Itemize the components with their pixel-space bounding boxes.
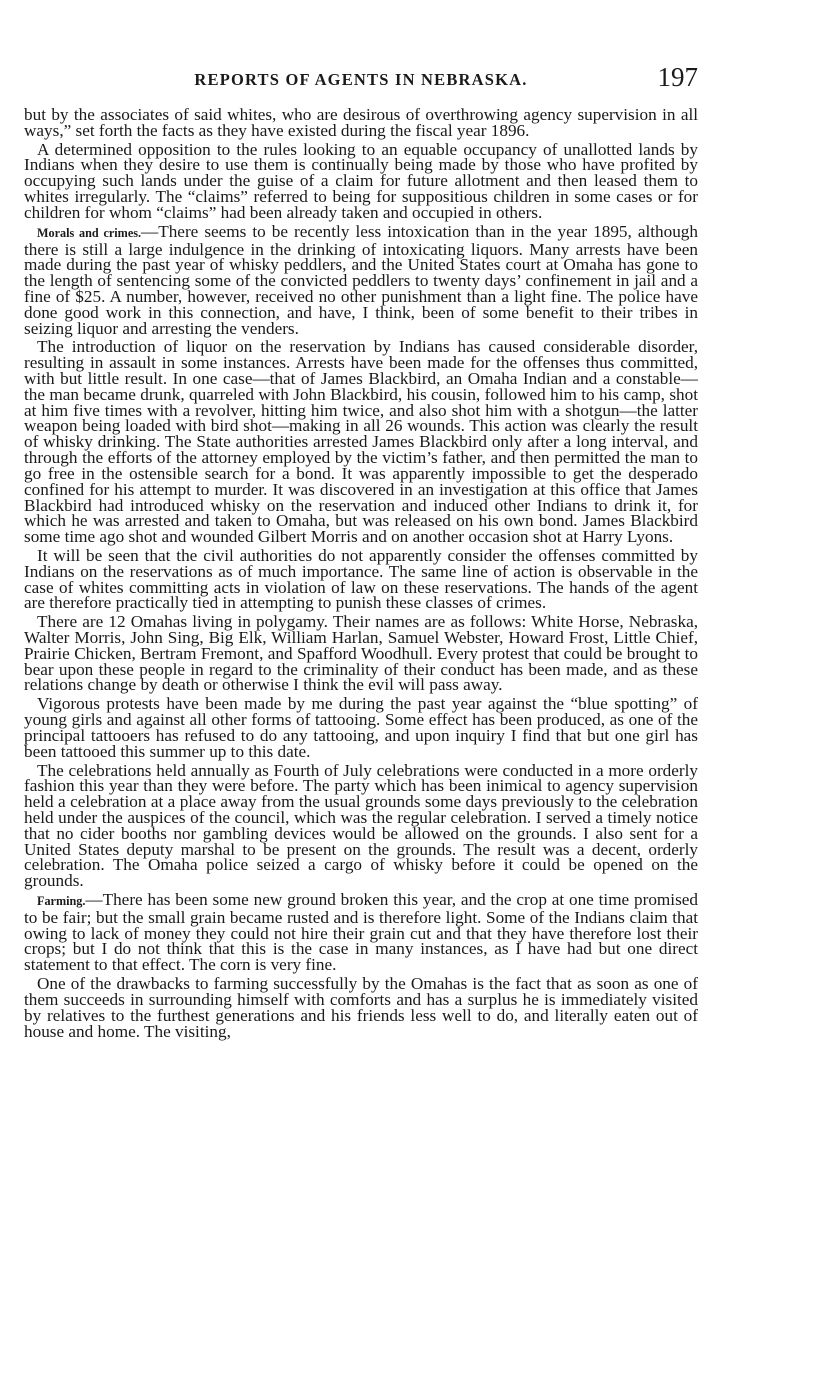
running-title: REPORTS OF AGENTS IN NEBRASKA. [194,70,528,89]
paragraph-morals-and-crimes: Morals and crimes.—There seems to be recently less intoxication than in the year 1895, although there is still a large indulgence in the drinking of intoxicating liquors. Many arrests have been made during the past year of whisky peddlers, and the United States court at Omaha has gone to the length of sentencing some of the convicted peddlers to twenty days’ confinement in jail and a fine of $25. A number, however, received no other punishment than a light fine. The police have done good work in this connection, and have, I think, been of some benefit to their tribes in seizing liquor and arresting the venders. [24,221,698,338]
paragraph-liquor-introduction: The introduction of liquor on the reservation by Indians has caused considerable disorder, resulting in assault in some instances. Arrests have been made for the offenses thus committed, with but little result. In one case—that of James Blackbird, an Omaha Indian and a constable—the man became drunk, quarreled with John Blackbird, his cousin, followed him to his camp, shot at him five times with a revolver, hitting him twice, and also shot him with a shotgun—the latter weapon being loaded with bird shot—making in all 26 wounds. This action was clearly the result of whisky drinking. The State authorities arrested James Blackbird only after a long interval, and through the efforts of the attorney employed by the victim’s father, and then permitted the man to go free in the ostensible search for a bond. It was apparently impossible to get the desperado confined for his attempt to murder. It was discovered in an investigation at this office that James Blackbird had introduced whisky on the reservation and induced other Indians to drink it, for which he was arrested and taken to Omaha, but was released on his own bond. James Blackbird some time ago shot and wounded Gilbert Morris and on another occasion shot at Harry Lyons. [24,337,698,547]
page-header [24,62,698,96]
paragraph-civil-authorities: It will be seen that the civil authorities do not apparently consider the offenses committed by Indians on the reservations as of much importance. The same line of action is observable in the case of whites committing acts in violation of law on these reservations. The hands of the agent are therefore practically tied in attempting to punish these classes of crimes. [24,545,698,613]
paragraph-farming: Farming.—There has been some new ground broken this year, and the crop at one time promised to be fair; but the small grain became rusted and is therefore light. Some of the Indians claim that owing to lack of money they could not hire their grain cut and that they have therefore lost their crops; but I do not think that this is the case in many instances, as I have had but one direct statement to that effect. The corn is very fine. [24,890,698,975]
paragraph-celebrations: The celebrations held annually as Fourth of July celebrations were conducted in a more orderly fashion this year than they were before. The party which has been inimical to agency supervision held a celebration at a place away from the usual grounds some days previously to the celebration held under the auspices of the council, which was the regular celebration. I served a timely notice that no cider booths nor gambling devices would be allowed on the grounds. I also sent for a United States deputy marshal to be present on the grounds. The result was a decent, orderly celebration. The Omaha police seized a cargo of whisky before it could be opened on the grounds. [24,760,698,891]
paragraph-unallotted-lands: A determined opposition to the rules looking to an equable occupancy of unallotted lands by Indians when they desire to use them is continually being made by those who have profited by occupying such lands under the guise of a claim for future allotment and then leased them to whites irregularly. The “claims” referred to being for suppositious children in some cases or for children for whom “claims” had been already taken and occupied in others. [24,139,698,222]
paragraph-drawbacks: One of the drawbacks to farming successfully by the Omahas is the fact that as soon as one of them succeeds in surrounding himself with comforts and has a surplus he is immediately visited by relatives to the furthest generations and his friends less well to do, and literally eaten out of house and home. The visiting, [24,974,698,1041]
paragraph-continuation: but by the associates of said whites, who are desirous of overthrowing agency supervision in all ways,” set forth the facts as they have existed during the fiscal year 1896. [24,105,698,140]
page-number: 197 [657,62,698,92]
report-body [24,107,698,1042]
section-heading-farming: Farming. [37,894,86,908]
section-heading-morals: Morals and crimes. [37,225,142,240]
paragraph-polygamy: There are 12 Omahas living in polygamy. Their names are as follows: White Horse, Nebraska, Walter Morris, John Sing, Big Elk, William Harlan, Samuel Webster, Howard Frost, Little Chief, Prairie Chicken, Bertram Fremont, and Spafford Woodhull. Every protest that could be brought to bear upon these people in regard to the criminality of their conduct has been made, and as these relations change by death or otherwise I think the evil will pass away. [24,612,698,695]
paragraph-tattooing: Vigorous protests have been made by me during the past year against the “blue spotting” of young girls and against all other forms of tattooing. Some effect has been produced, as one of the principal tattooers has refused to do any tattooing, and upon inquiry I find that but one girl has been tattooed this summer up to this date. [24,694,698,761]
